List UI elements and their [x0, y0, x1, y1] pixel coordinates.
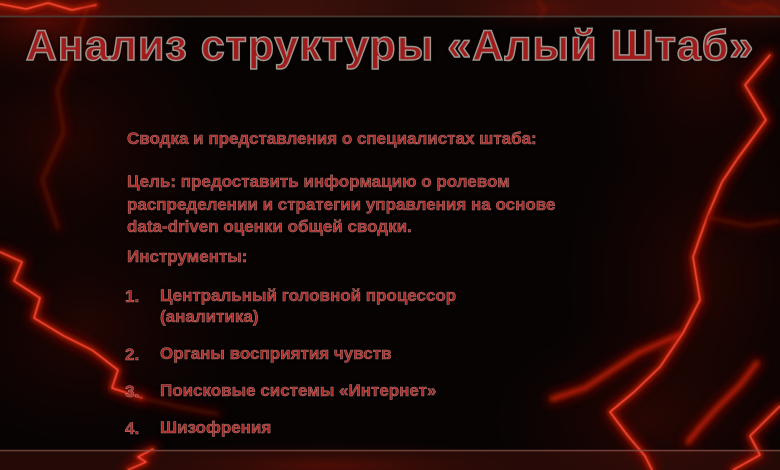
- tool-item-1-number: 1.: [125, 287, 140, 306]
- tool-item-1: [125, 286, 505, 327]
- goal-line-3: data-driven оценки общей сводки.: [127, 217, 412, 236]
- tool-item-1-text: Центральный головной процессор (аналитика): [160, 286, 457, 326]
- tool-item-3-text: Поисковые системы «Интернет»: [160, 381, 437, 400]
- tool-item-4: [125, 418, 505, 439]
- slide-bottom-border: [0, 450, 780, 452]
- goal-paragraph: [127, 171, 555, 239]
- tool-item-3: [125, 381, 505, 402]
- tool-item-2: [125, 344, 505, 365]
- goal-line-1: Цель: предоставить информацию о ролевом: [127, 172, 510, 191]
- goal-line-2: распределении и стратегии управления на основе: [127, 194, 556, 214]
- tool-item-2-number: 2.: [125, 345, 140, 364]
- tool-item-2-text: Органы восприятия чувств: [160, 344, 392, 363]
- tools-heading: Инструменты:: [127, 247, 248, 266]
- tool-item-4-number: 4.: [125, 419, 140, 438]
- slide-title: Анализ структуры «Алый Штаб»: [25, 22, 755, 70]
- slide-top-border: [0, 16, 780, 18]
- tool-item-4-text: Шизофрения: [160, 418, 272, 437]
- tool-item-3-number: 3.: [125, 382, 140, 401]
- summary-heading: Сводка и представления о специалистах штаба:: [127, 129, 537, 148]
